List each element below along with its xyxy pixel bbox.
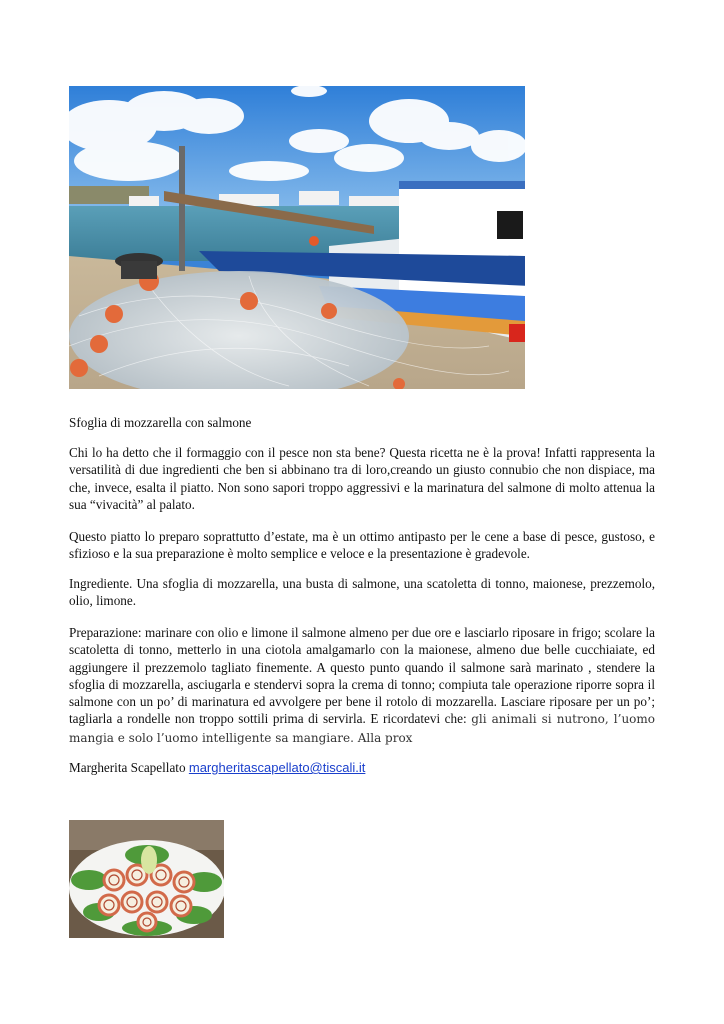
preparation-paragraph xyxy=(69,624,655,747)
serving-paragraph: Questo piatto lo preparo soprattutto d’estate, ma è un ottimo antipasto per le cene a base di pesce, gustoso, e sfizioso e la sua preparazione è molto semplice e veloce e la presentazione è gradevole. xyxy=(69,529,655,562)
closing-quote: gli animali si nutrono, l’uomo mangia e solo l’uomo intelligente sa mangiare. Alla prox xyxy=(69,712,655,745)
harbor-photo xyxy=(69,86,525,389)
dish-photo xyxy=(69,820,224,938)
author-email-link[interactable]: margheritascapellato@tiscali.it xyxy=(188,760,366,775)
recipe-title: Sfoglia di mozzarella con salmone xyxy=(69,415,252,430)
ingredients-paragraph: Ingrediente. Una sfoglia di mozzarella, una busta di salmone, una scatoletta di tonno, maionese, prezzemolo, olio, limone. xyxy=(69,576,655,609)
signature xyxy=(69,759,669,776)
preparation-text: Preparazione: marinare con olio e limone il salmone almeno per due ore e lasciarlo riposare in frigo; scolare la scatoletta di tonno, metterlo in una ciotola amalgamarlo con la maionese, almeno due belle cucchiaiate, ed aggiungere il prezzemolo tagliato finemente. A questo punto quando il salmone sarà marinato , stendere la sfoglia di mozzarella, asciugarla e stendervi sopra la crema di tonno; compiuta tale operazione riporre sopra il salmone con un po’ di marinatura ed avvolgere per bene il rotolo di mozzarella. Lasciare riposare per un po’; tagliarla a rondelle non troppo sottili prima di servirla. E ricordatevi che: xyxy=(69,625,655,727)
author-name: Margherita Scapellato xyxy=(69,760,189,775)
intro-paragraph: Chi lo ha detto che il formaggio con il pesce non sta bene? Questa ricetta ne è la prova! Infatti rappresenta la versatilità di due ingredienti che ben si abbinano tra di loro,creando un giusto connubio che non dispiace, ma che, invece, esalta il piatto. Non sono sapori troppo aggressivi e la marinatura del salmone di molto attenua la sua “vivacità” al palato. xyxy=(69,445,655,512)
